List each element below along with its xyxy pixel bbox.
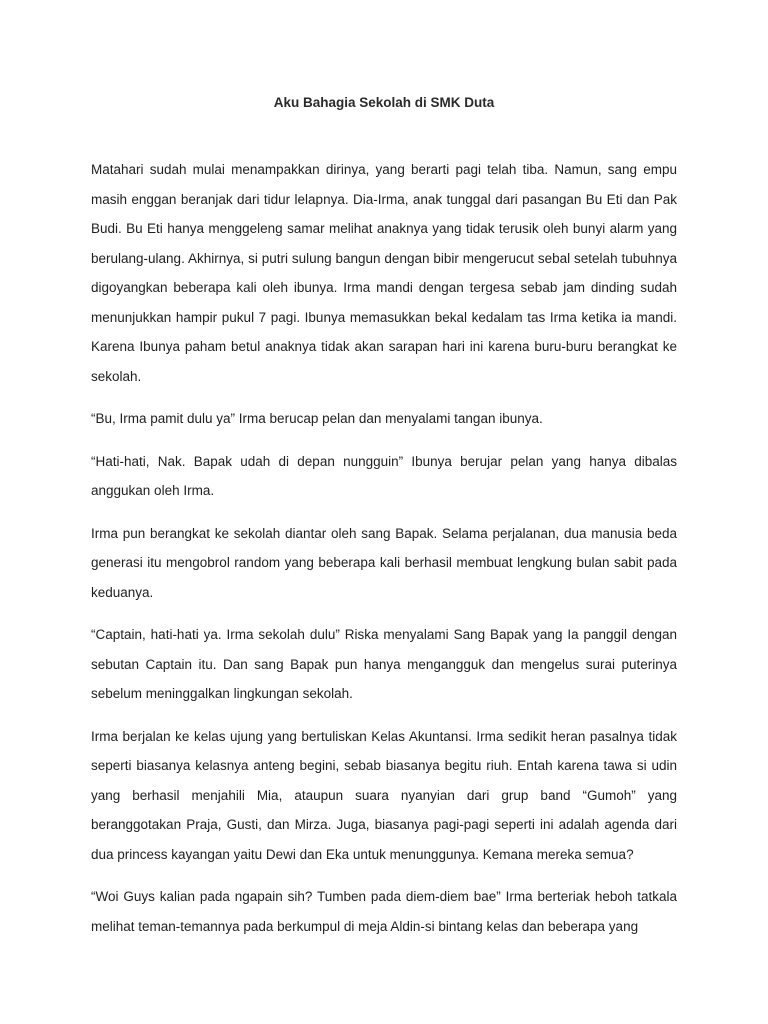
paragraph: “Woi Guys kalian pada ngapain sih? Tumben pada diem-diem bae” Irma berteriak heboh tatkala melihat teman-temannya pada berkumpul di meja Aldin-si bintang kelas dan beberapa yang (91, 889, 677, 934)
paragraph: “Bu, Irma pamit dulu ya” Irma berucap pelan dan menyalami tangan ibunya. (91, 411, 543, 426)
paragraph: “Captain, hati-hati ya. Irma sekolah dulu” Riska menyalami Sang Bapak yang Ia panggil dengan sebutan Captain itu. Dan sang Bapak pun hanya mengangguk dan mengelus surai puterinya sebelum meninggalkan lingkungan sekolah. (91, 627, 677, 701)
paragraph: Irma pun berangkat ke sekolah diantar oleh sang Bapak. Selama perjalanan, dua manusia beda generasi itu mengobrol random yang beberapa kali berhasil membuat lengkung bulan sabit pada keduanya. (91, 525, 677, 600)
document-body (91, 155, 677, 954)
paragraph: “Hati-hati, Nak. Bapak udah di depan nungguin” Ibunya berujar pelan yang hanya dibalas anggukan oleh Irma. (91, 453, 677, 498)
paragraph: Irma berjalan ke kelas ujung yang bertuliskan Kelas Akuntansi. Irma sedikit heran pasalnya tidak seperti biasanya kelasnya anteng begini, sebab biasanya begitu riuh. Entah karena tawa si udin yang berhasil menjahili Mia, ataupun suara nyanyian dari grup band “Gumoh” yang beranggotakan Praja, Gusti, dan Mirza. Juga, biasanya pagi-pagi seperti ini adalah agenda dari dua princess kayangan yaitu Dewi dan Eka untuk menunggunya. Kemana mereka semua? (91, 728, 677, 862)
paragraph: Matahari sudah mulai menampakkan dirinya, yang berarti pagi telah tiba. Namun, sang empu masih enggan beranjak dari tidur lelapnya. Dia-Irma, anak tunggal dari pasangan Bu Eti dan Pak Budi. Bu Eti hanya menggeleng samar melihat anaknya yang tidak terusik oleh bunyi alarm yang berulang-ulang. Akhirnya, si putri sulung bangun dengan bibir mengerucut sebal setelah tubuhnya digoyangkan beberapa kali oleh ibunya. Irma mandi dengan tergesa sebab jam dinding sudah menunjukkan hampir pukul 7 pagi. Ibunya memasukkan bekal kedalam tas Irma ketika ia mandi. Karena Ibunya paham betul anaknya tidak akan sarapan hari ini karena buru-buru berangkat ke sekolah. (91, 162, 677, 384)
document-title: Aku Bahagia Sekolah di SMK Duta (273, 95, 495, 110)
